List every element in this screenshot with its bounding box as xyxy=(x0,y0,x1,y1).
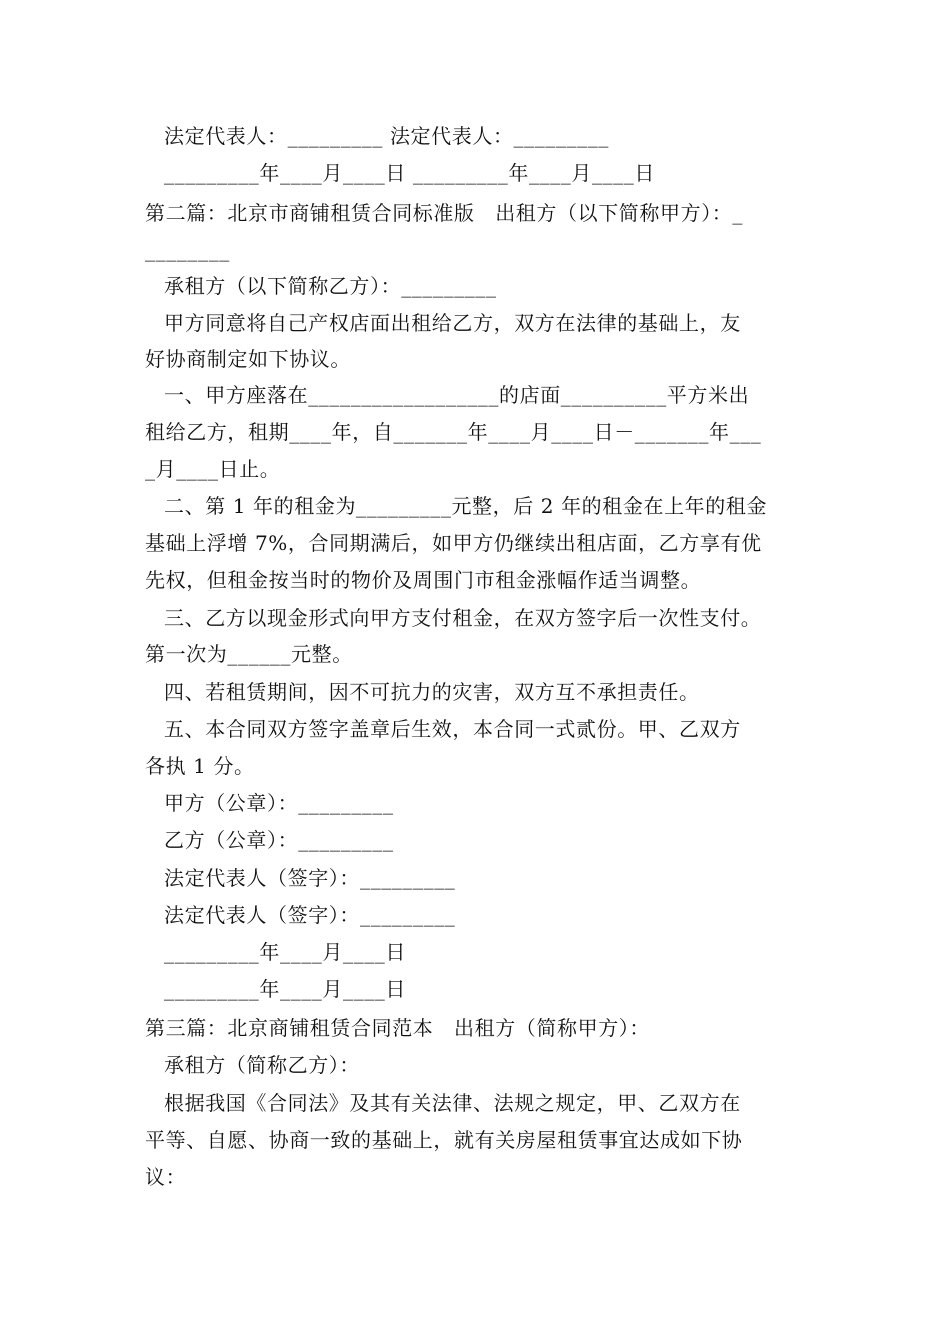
section-heading-part-2: 第二篇：北京市商铺租赁合同标准版 出租方（以下简称甲方）：_ xyxy=(145,201,743,225)
paragraph-line: 议： xyxy=(145,1165,187,1189)
lessee-line: 承租方（以下简称乙方）：_________ xyxy=(164,274,497,298)
clause-1-line: _月____日止。 xyxy=(145,457,281,481)
clause-3-line: 第一次为______元整。 xyxy=(145,642,353,666)
clause-2-line: 二、第 1 年的租金为_________元整，后 2 年的租金在上年的租金 xyxy=(164,494,768,518)
signature-line-dates: _________年____月____日 _________年____月____日 xyxy=(164,161,655,185)
representative-signature-line: 法定代表人（签字）：_________ xyxy=(164,866,456,890)
date-line: _________年____月____日 xyxy=(164,977,406,1001)
clause-1-line: 租给乙方，租期____年，自_______年____月____日－_______年___ xyxy=(145,420,762,444)
clause-2-line: 先权，但租金按当时的物价及周围门市租金涨幅作适当调整。 xyxy=(145,568,702,592)
representative-signature-line: 法定代表人（签字）：_________ xyxy=(164,903,456,927)
lessee-line: 承租方（简称乙方）： xyxy=(164,1053,360,1077)
date-line: _________年____月____日 xyxy=(164,940,406,964)
signature-line-representatives: 法定代表人：_________ 法定代表人：_________ xyxy=(164,124,609,148)
clause-5-line: 五、本合同双方签字盖章后生效，本合同一式贰份。甲、乙双方 xyxy=(164,717,741,741)
clause-4-line: 四、若租赁期间，因不可抗力的灾害，双方互不承担责任。 xyxy=(164,680,700,704)
party-a-seal-line: 甲方（公章）：_________ xyxy=(164,791,394,815)
paragraph-line: 好协商制定如下协议。 xyxy=(145,347,351,371)
clause-3-line: 三、乙方以现金形式向甲方支付租金，在双方签字后一次性支付。 xyxy=(164,606,762,630)
party-b-seal-line: 乙方（公章）：_________ xyxy=(164,828,394,852)
clause-5-line: 各执 1 分。 xyxy=(145,754,255,778)
paragraph-line: 平等、自愿、协商一致的基础上，就有关房屋租赁事宜达成如下协 xyxy=(145,1128,743,1152)
clause-1-line: 一、甲方座落在__________________的店面__________平方米出 xyxy=(164,383,750,407)
clause-2-line: 基础上浮增 7%，合同期满后，如甲方仍继续出租店面，乙方享有优 xyxy=(145,531,762,555)
paragraph-line: 根据我国《合同法》及其有关法律、法规之规定，甲、乙双方在 xyxy=(164,1091,741,1115)
paragraph-line: ________ xyxy=(145,238,230,262)
section-heading-part-3: 第三篇：北京商铺租赁合同范本 出租方（简称甲方）： xyxy=(145,1016,650,1040)
paragraph-line: 甲方同意将自己产权店面出租给乙方，双方在法律的基础上，友 xyxy=(164,311,741,335)
